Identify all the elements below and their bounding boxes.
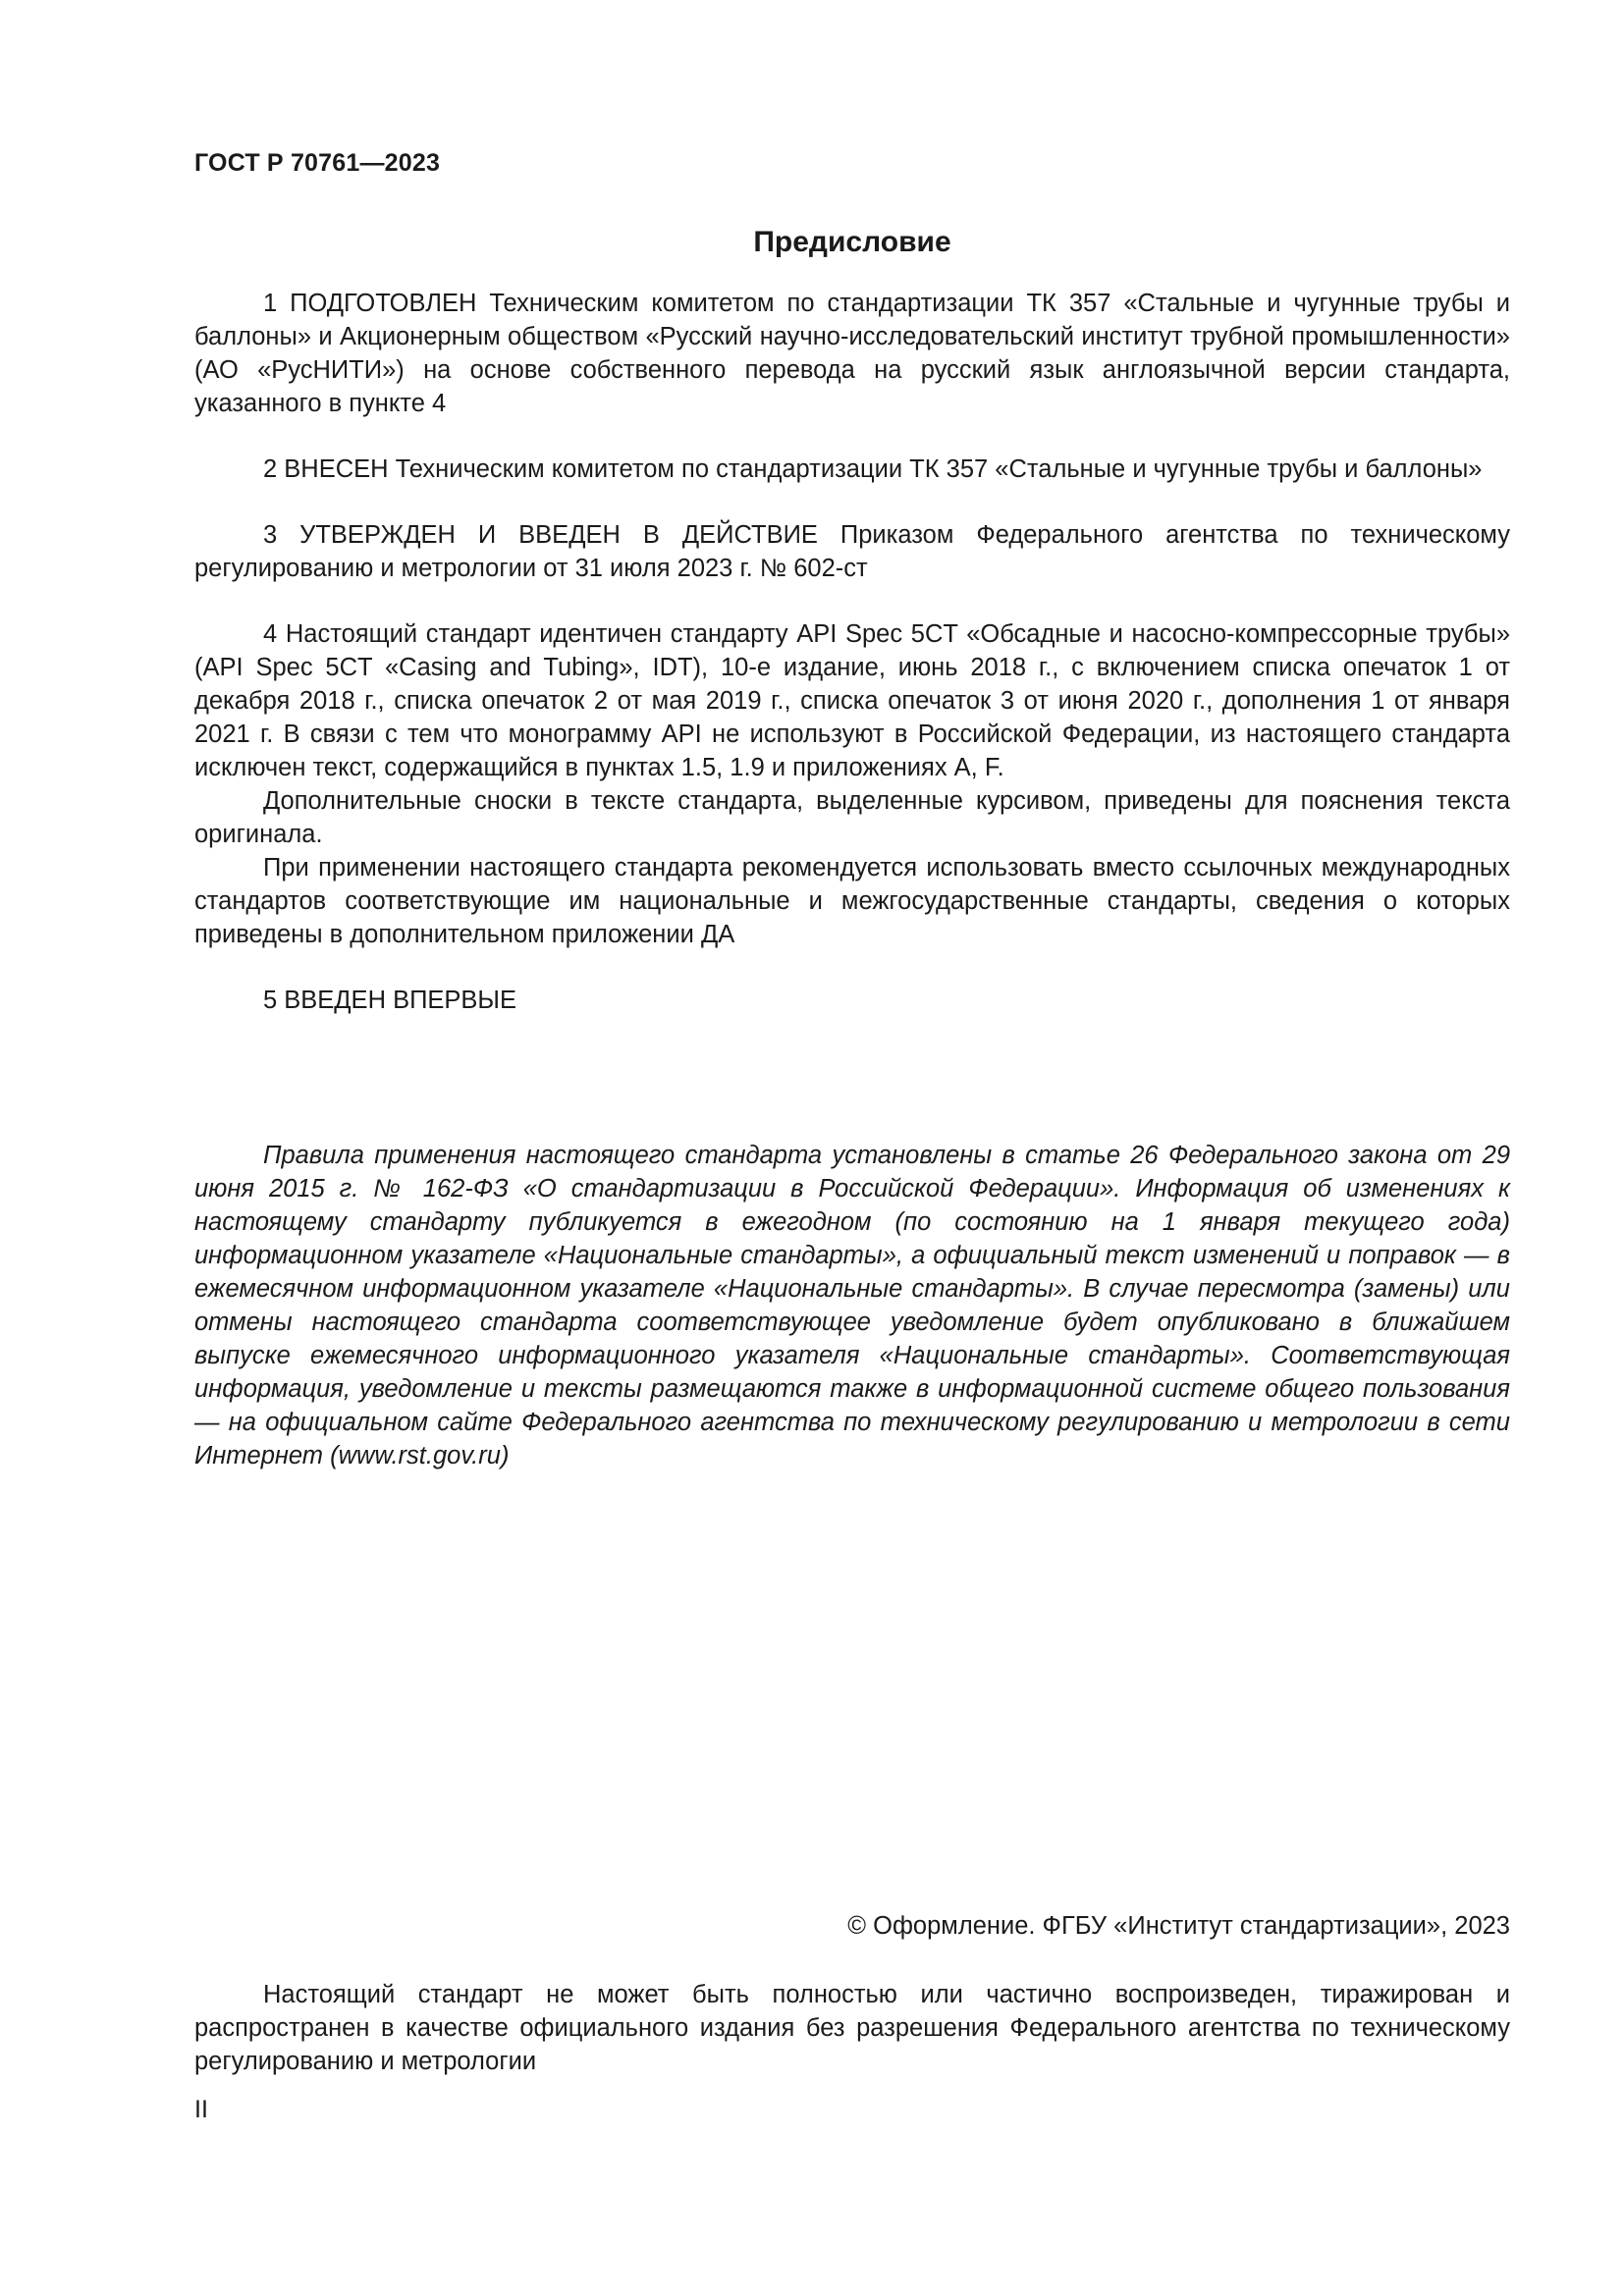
section-4-identical: 4 Настоящий стандарт идентичен стандарту API Spec 5CT «Обсадные и насосно-компрессорные трубы» (API Spec 5CT «Casing and Tubing», IDT), 10-е издание, июнь 2018 г., с включением списка опечаток 1 от декабря 2018 г., списка опечаток 2 от мая 2019 г., списка опечаток 3 от июня 2020 г., дополнения 1 от января 2021 г. В связи с тем что монограмму API не используют в Российской Федерации, из настоящего стандарта исключен текст, содержащийся в пунктах 1.5, 1.9 и приложениях A, F. xyxy=(194,620,1510,781)
section-1-prepared: 1 ПОДГОТОВЛЕН Техническим комитетом по стандартизации ТК 357 «Стальные и чугунные трубы и баллоны» и Акционерным обществом «Русский научно-исследовательский институт трубной промышленности» (АО «РусНИТИ») на основе собственного перевода на русский язык англоязычной версии стандарта, указанного в пункте 4 xyxy=(194,290,1510,417)
copyright-line: © Оформление. ФГБУ «Институт стандартизации», 2023 xyxy=(847,1912,1510,1940)
page-number: II xyxy=(194,2096,208,2123)
application-rules-notice: Правила применения настоящего стандарта установлены в статье 26 Федерального закона от 29 июня 2015 г. № 162-ФЗ «О стандартизации в Российской Федерации». Информация об изменениях к настоящему стандарту публикуется в ежегодном (по состоянию на 1 января текущего года) информационном указателе «Национальные стандарты», а официальный текст изменений и поправок — в ежемесячном информационном указателе «Национальные стандарты». В случае пересмотра (замены) или отмены настоящего стандарта соответствующее уведомление будет опубликовано в ближайшем выпуске ежемесячного информационного указателя «Национальные стандарты». Соответствующая информация, уведомление и тексты размещаются также в информационной системе общего пользования — на официальном сайте Федерального агентства по техническому регулированию и метрологии в сети Интернет (www.rst.gov.ru) xyxy=(194,1142,1510,1469)
section-4-references-note: При применении настоящего стандарта рекомендуется использовать вместо ссылочных международных стандартов соответствующие им национальные и межгосударственные стандарты, сведения о которых приведены в дополнительном приложении ДА xyxy=(194,854,1510,948)
page-title: Предисловие xyxy=(753,226,951,258)
foreword-body xyxy=(194,287,1510,1017)
document-code: ГОСТ Р 70761—2023 xyxy=(194,149,441,177)
section-2-submitted: 2 ВНЕСЕН Техническим комитетом по стандартизации ТК 357 «Стальные и чугунные трубы и баллоны» xyxy=(263,455,1483,483)
section-5-introduced: 5 ВВЕДЕН ВПЕРВЫЕ xyxy=(263,987,517,1014)
section-4-footnotes-note: Дополнительные сноски в тексте стандарта, выделенные курсивом, приведены для пояснения текста оригинала. xyxy=(194,787,1510,848)
section-3-approved: 3 УТВЕРЖДЕН И ВВЕДЕН В ДЕЙСТВИЕ Приказом Федерального агентства по техническому регулированию и метрологии от 31 июля 2023 г. № 602-ст xyxy=(194,521,1510,582)
reproduction-rights-notice: Настоящий стандарт не может быть полностью или частично воспроизведен, тиражирован и распространен в качестве официального издания без разрешения Федерального агентства по техническому регулированию и метрологии xyxy=(194,1981,1510,2075)
